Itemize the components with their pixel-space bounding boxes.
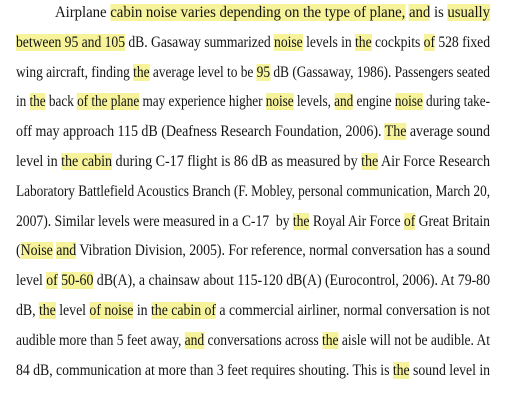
text-run: level	[16, 272, 47, 290]
text-run: during C-17 flight is 86 dB as measured by	[112, 153, 362, 170]
highlighted-text: noise	[274, 33, 303, 51]
text-run: Airplane	[55, 4, 111, 21]
text-line	[16, 152, 490, 172]
highlighted-text: of	[46, 272, 58, 290]
text-run: back	[45, 93, 78, 111]
text-run: dB(A), a chainsaw about 115-120 dB(A) (Eurocontrol, 2006). At 79-80	[93, 272, 490, 290]
text-run: engine	[353, 93, 395, 111]
text-run: average sound	[406, 123, 490, 141]
highlighted-text: of	[423, 33, 435, 51]
highlighted-text: the cabin	[61, 153, 113, 170]
highlighted-text: the	[292, 212, 310, 230]
text-run: Air Force Research	[378, 153, 490, 170]
highlighted-text: the	[133, 63, 150, 81]
highlighted-text: the	[29, 93, 46, 111]
text-run: off may approach 115 dB (Deafness Research Foundation, 2006).	[16, 123, 385, 141]
text-line	[16, 92, 490, 112]
text-run: 2007). Similar levels were measured in a C-17 by	[16, 212, 293, 230]
text-run: dB (Gassaway, 1986). Passengers seated	[270, 63, 490, 81]
text-line	[16, 301, 490, 321]
text-run: during take-	[422, 93, 490, 111]
text-run: dB. Gasaway summarized	[125, 33, 275, 51]
highlighted-text: of the plane	[77, 93, 140, 111]
text-run: aisle will not be audible. At	[338, 331, 491, 349]
text-run: levels in	[302, 33, 356, 51]
text-line	[16, 122, 490, 142]
text-run: may experience higher	[139, 93, 266, 111]
text-run: Vibration Division, 2005). For reference, normal conversation has a sound	[76, 242, 490, 260]
highlighted-text: usually	[447, 4, 490, 21]
highlighted-text: the cabin of	[150, 302, 216, 319]
text-run: level	[55, 302, 90, 319]
text-run: 528 fixed	[434, 33, 490, 51]
text-line	[16, 33, 490, 53]
highlighted-text: noise	[394, 93, 423, 111]
text-run: Royal Air Force	[309, 212, 404, 230]
highlighted-text: the	[392, 361, 410, 379]
text-line	[16, 331, 490, 351]
highlighted-text: and	[56, 242, 77, 260]
highlighted-text: cabin noise varies depending on the type of plane,	[110, 4, 406, 21]
text-line	[55, 3, 490, 23]
text-run: levels,	[293, 93, 335, 111]
text-run: level in	[16, 153, 62, 170]
text-run: is	[430, 4, 448, 21]
text-run: in	[16, 93, 30, 111]
highlighted-text: the	[322, 331, 339, 349]
text-line	[16, 212, 490, 232]
highlighted-text: and	[408, 4, 431, 21]
text-run: wing aircraft, finding	[16, 63, 134, 81]
text-run: in	[133, 302, 151, 319]
highlighted-text: the	[355, 33, 372, 51]
text-line	[16, 182, 490, 202]
text-line	[16, 361, 490, 381]
text-run: sound level in	[409, 361, 490, 379]
highlighted-text: between 95 and 105	[16, 33, 126, 51]
text-run: dB,	[16, 302, 39, 319]
text-run: conversations across	[204, 331, 323, 349]
text-run: average level to be	[149, 63, 257, 81]
text-run: 84 dB, communication at more than 3 feet requires shouting. This is	[16, 361, 393, 379]
highlighted-text: the	[38, 302, 56, 319]
text-line	[16, 271, 490, 291]
highlighted-text: 95	[256, 63, 271, 81]
highlighted-text: Noise	[20, 242, 53, 260]
highlighted-text: 50-60	[61, 272, 94, 290]
highlighted-text: and	[334, 93, 354, 111]
text-line	[16, 241, 490, 261]
text-run: a commercial airliner, normal conversation is not	[215, 302, 491, 319]
highlighted-text: of noise	[89, 302, 134, 319]
highlighted-text: noise	[265, 93, 294, 111]
highlighted-text: and	[184, 331, 205, 349]
text-run: Laboratory Battlefield Acoustics Branch (F. Mobley, personal communication, March 20,	[16, 182, 490, 200]
text-run: Great Britain	[415, 212, 490, 230]
text-run: audible more than 5 feet away,	[16, 331, 185, 349]
highlighted-text: of	[403, 212, 416, 230]
highlighted-text: The	[384, 123, 407, 141]
highlighted-text: the	[361, 153, 379, 170]
text-run: cockpits	[371, 33, 424, 51]
text-run: (	[16, 242, 21, 260]
text-line	[16, 63, 490, 83]
